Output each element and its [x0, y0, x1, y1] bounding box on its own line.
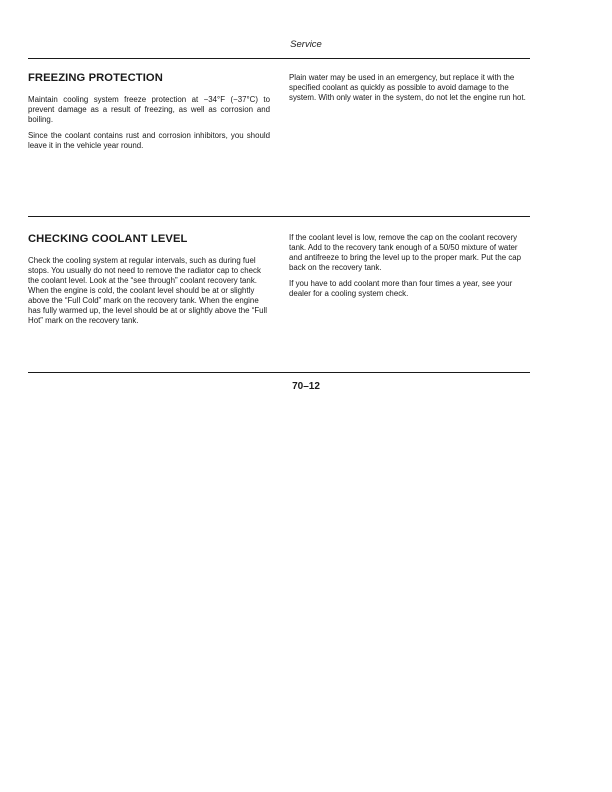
- freezing-protection-paragraph-2: Since the coolant contains rust and corrosion inhibitors, you should leave it in the vehicle year round.: [28, 131, 270, 150]
- page-number: 70–12: [292, 381, 320, 392]
- checking-coolant-heading: CHECKING COOLANT LEVEL: [28, 233, 188, 245]
- freezing-protection-paragraph-3: Plain water may be used in an emergency, but replace it with the specified coolant as quickly as possible to avoid damage to the system. With only water in the system, do not let the engine run hot.: [289, 73, 526, 102]
- checking-coolant-paragraph-1: Check the cooling system at regular intervals, such as during fuel stops. You usually do not need to remove the radiator cap to check the coolant level. Look at the “see through” coolant recovery tank. When the engine is cold, the coolant level should be at or slightly above the “Full Cold” mark on the recovery tank. When the engine has fully warmed up, the level should be at or slightly above the “Full Hot” mark on the recovery tank.: [28, 256, 268, 325]
- freezing-protection-left-column: [28, 72, 270, 157]
- freezing-protection-right-column: [289, 73, 531, 109]
- freezing-protection-paragraph-1: Maintain cooling system freeze protection at −34°F (−37°C) to prevent damage as a result of freezing, as well as corrosion and boiling.: [28, 95, 270, 124]
- footer-rule: [28, 372, 530, 373]
- checking-coolant-paragraph-3: If you have to add coolant more than four times a year, see your dealer for a cooling system check.: [289, 279, 513, 298]
- checking-coolant-paragraph-2: If the coolant level is low, remove the cap on the coolant recovery tank. Add to the recovery tank enough of a 50/50 mixture of water and antifreeze to bring the level up to the proper mark. Put the cap back on the recovery tank.: [289, 233, 522, 272]
- section-divider-rule: [28, 216, 530, 217]
- freezing-protection-heading: FREEZING PROTECTION: [28, 72, 163, 84]
- page-header-title: Service: [290, 39, 322, 50]
- header-rule: [28, 58, 530, 59]
- checking-coolant-left-column: [28, 233, 270, 332]
- checking-coolant-right-column: [289, 233, 531, 305]
